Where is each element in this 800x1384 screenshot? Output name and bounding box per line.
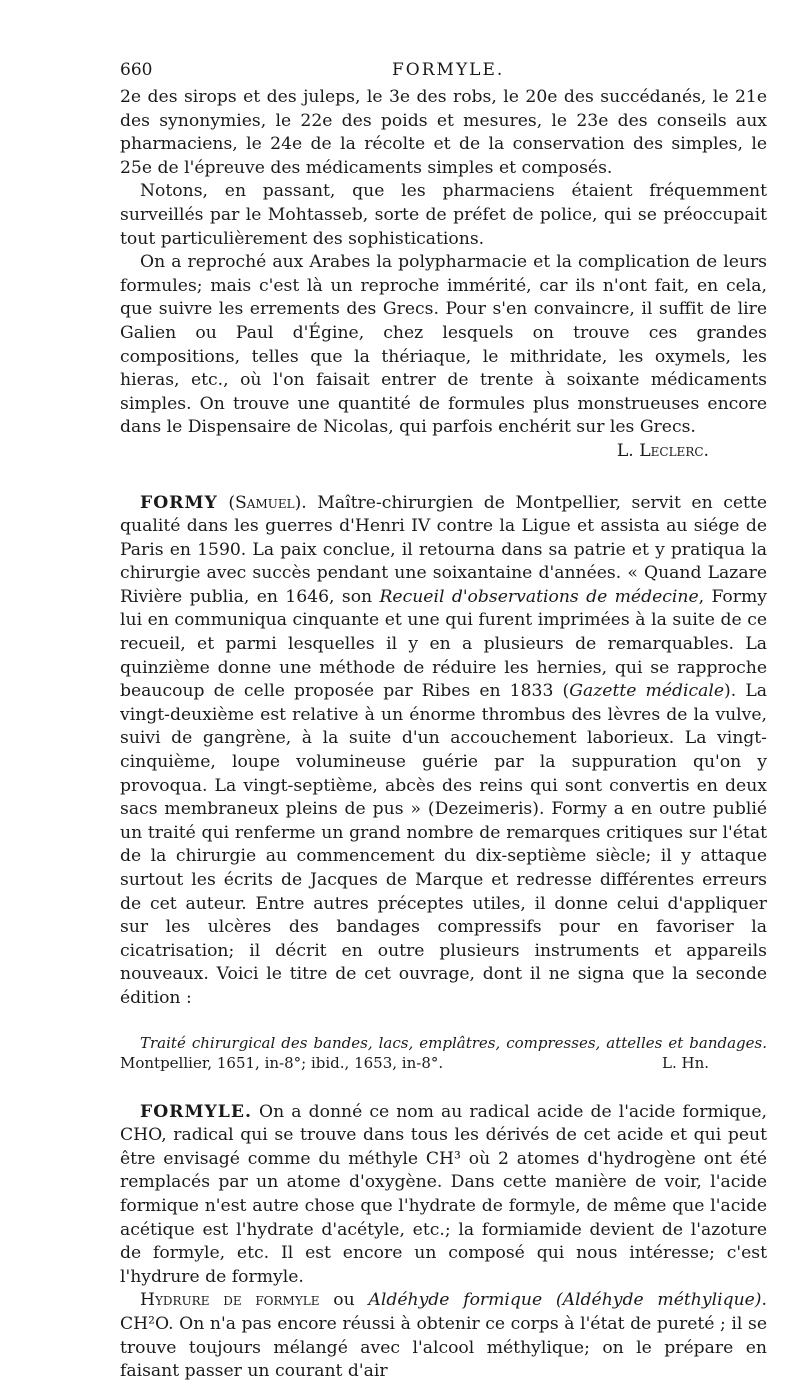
- entry-formy-gazette: Gazette médicale: [569, 681, 725, 702]
- entry-formy-text-2: , Formy lui en communiqua cinquante et une qui furent imprimées à la suite de ce recueil, et parmi lesquelles il y en a plusieurs de remarquables. La quinzième donne une méthode de réduire les hernies, qui se rapproche beaucoup de celle proposée par Ribes en 1833 (: [120, 586, 768, 702]
- paragraph-1: 2e des sirops et des juleps, le 3e des robs, le 20e des succédanés, le 21e des synonymies, le 22e des poids et mesures, le 23e des conseils aux pharmaciens, le 24e de la récolte et de la conservation des simples, le 25e de l'épreuve des médicaments simples et composés.: [120, 87, 767, 178]
- entry-hydrure-headword: Hydrure de formyle: [140, 1290, 320, 1311]
- reference-details: Montpellier, 1651, in-8°; ibid., 1653, in-8°.: [120, 1053, 444, 1072]
- entry-formyle-text: On a donné ce nom au radical acide de l'acide formique, CHO, radical qui se trouve dans tous les dérivés de cet acide et qui peut être envisagé comme du méthyle CH³ où 2 atomes d'hydrogène ont été remplacés par un atome d'oxygène. Dans cette manière de voir, l'acide formique n'est autre chose que l'hydrate de formyle, de même que l'acide acétique est l'hydrate d'acétyle, etc.; la formiamide devient de l'azoture de formyle, etc. Il est encore un composé qui nous intéresse; c'est l'hydrure de formyle.: [120, 1101, 767, 1287]
- entry-formy-text-1: Maître-chirurgien de Montpellier, servit en cette qualité dans les guerres d'Henri IV contre la Ligue et assista au siége de Paris en 1590. La paix conclue, il retourna dans sa patrie et y pratiqua la chirurgie avec succès pendant une soixantaine d'années. « Quand Lazare Rivière publia, en 1646, son: [120, 492, 767, 607]
- running-title: FORMYLE.: [392, 60, 505, 80]
- reference-title: Traité chirurgical des bandes, lacs, emplâtres, compresses, attelles et bandages.: [140, 1033, 767, 1052]
- entry-hydrure-formula: . CH²O.: [120, 1290, 767, 1334]
- entry-formy-name: (Samuel).: [228, 492, 307, 513]
- paragraph-2: Notons, en passant, que les pharmaciens étaient fréquemment surveillés par le Mohtasseb, sorte de préfet de police, qui se préoccupait tout particulièrement des sophistications.: [120, 181, 767, 249]
- bibliography-reference: [120, 1033, 767, 1073]
- entry-formy-book-title: Recueil d'observations de médecine: [379, 586, 699, 607]
- text-body: [120, 86, 767, 1384]
- spacer: [120, 464, 767, 492]
- paragraph-3: On a reproché aux Arabes la polypharmacie et la complication de leurs formules; mais c'est là un reproche immérité, car ils n'ont fait, en cela, que suivre les errements des Grecs. Pour s'en convaincre, il suffit de lire Galien ou Paul d'Égine, chez lesquels on trouve ces grandes compositions, telles que la thériaque, le mithridate, les oxymels, les hieras, etc., où l'on faisait entrer de trente à soixante médicaments simples. On trouve une quantité de formules plus monstrueuses encore dans le Dispensaire de Nicolas, qui parfois enchérit sur les Grecs.: [120, 252, 767, 438]
- entry-formy-headword: FORMY: [140, 492, 218, 513]
- page-number: 660: [120, 60, 153, 80]
- entry-formyle-headword: FORMYLE.: [140, 1101, 252, 1122]
- entry-formy-text-3: ). La vingt-deuxième est relative à un énorme thrombus des lèvres de la vulve, suivi de gangrène, à la suite d'un accouchement laborieux. La vingt-cinquième, loupe volumineuse guérie par la suppuration qu'on y provoqua. La vingt-septième, abcès des reins qui sont convertis en deux sacs membraneux pleins de pus » (Dezeimeris). Formy a en outre publié un traité qui renferme un grand nombre de remarques critiques sur l'état de la chirurgie au commencement du dix-septième siècle; il y attaque surtout les écrits de Jacques de Marque et redresse différentes erreurs de cet auteur. Entre autres préceptes utiles, il donne celui d'appliquer sur les ulcères des bandages compressifs pour en favoriser la cicatrisation; il décrit en outre plusieurs instruments et appareils nouveaux. Voici le titre de cet ouvrage, dont il ne signa que la seconde édition :: [120, 681, 767, 1008]
- page-header: [120, 58, 767, 86]
- entry-hydrure-or: ou: [319, 1290, 369, 1311]
- entry-formyle: [120, 1101, 767, 1290]
- entry-formy: [120, 492, 767, 1011]
- spacer: [120, 1011, 767, 1033]
- entry-hydrure-alt-name: (Aldéhyde méthylique): [555, 1290, 762, 1311]
- entry-hydrure: [120, 1289, 767, 1383]
- entry-hydrure-text: On n'a pas encore réussi à obtenir ce corps à l'état de pureté ; il se trouve toujours mélangé avec l'alcool méthylique; on le prépare en faisant passer un courant d'air: [120, 1313, 767, 1382]
- entry-hydrure-name: Aldéhyde formique: [368, 1290, 543, 1311]
- reference-signature: L. Hn.: [661, 1053, 709, 1072]
- signature-leclerc: L. Leclerc.: [616, 440, 709, 461]
- spacer: [120, 1073, 767, 1101]
